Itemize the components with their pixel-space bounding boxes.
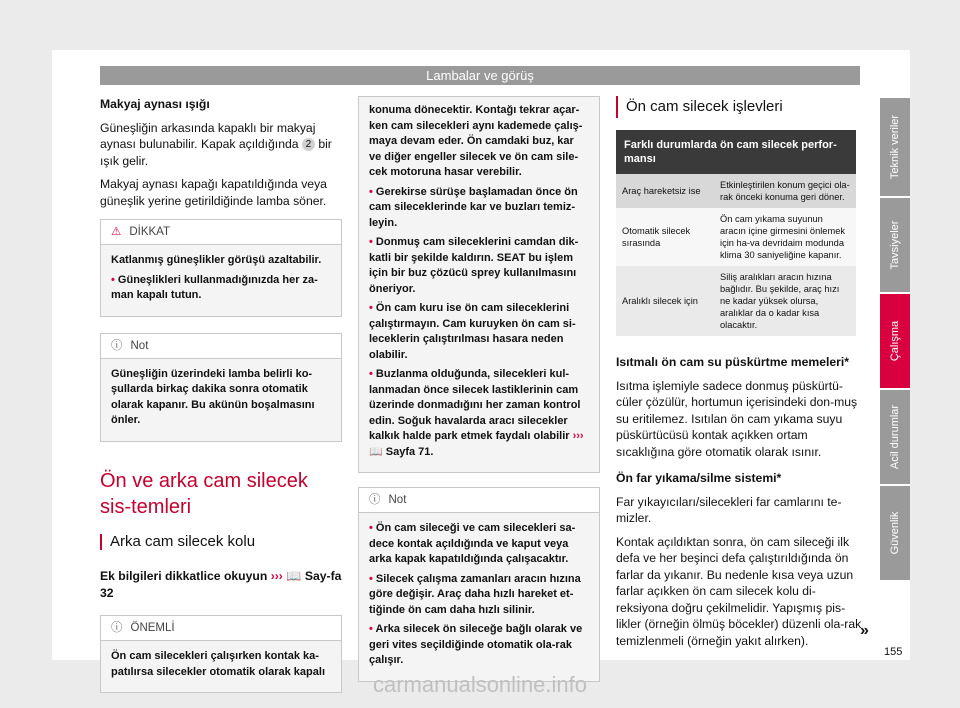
- callout-number: 2: [302, 138, 315, 151]
- column-middle: [358, 96, 600, 682]
- section-title: Ön ve arka cam silecek sis-temleri: [100, 469, 308, 518]
- important-box-continued: konuma dönecektir. Kontağı tekrar açar-ken cam silecekleri aynı kademede çalış-maya devam eder. Ön camdaki buz, kar ve diğer engeller silecek ve ön cam sile-cek motoruna hasar verebilir. • Gerekirse sürüşe başlamadan önce ön cam sileceklerinde kar ve buzları temiz-leyin. • Donmuş cam sileceklerini camdan dik-katli bir şekilde kaldırın. SEAT bu işlem için bir buz çözücü sprey kullanılmasını öneriyor. • Ön cam kuru ise ön cam sileceklerini çalıştırmayın. Cam kuruyken ön cam si-leceklerin çalıştırılması hasara neden olabilir. • Buzlanma olduğunda, silecekleri kul-lanmadan önce silecek lastiklerinin cam üzerinde donmadığını her zaman kontrol edin. Soğuk havalarda aracı silecekler kalkık halde park etmek faydalı olabilir ››› 📖 Sayfa 71.: [358, 96, 600, 473]
- warning-icon: ⚠: [111, 226, 122, 238]
- info-icon: ⓘ: [369, 494, 381, 506]
- tab-emergencies[interactable]: Acil durumlar: [880, 390, 910, 484]
- tab-safety[interactable]: Güvenlik: [880, 486, 910, 580]
- warning-box: [100, 219, 342, 317]
- table-cell: Ön cam yıkama suyunun aracın içine girmesini önlemek için ha-va devridaim modunda klima 30 saniyeliğine kapanır.: [714, 208, 856, 266]
- book-icon: ››› 📖: [270, 569, 302, 583]
- note-box: [100, 333, 342, 442]
- table-cell: Siliş aralıkları aracın hızına bağlıdır. Bu şekilde, araç hızı ne kadar yüksek olursa, aralıklar da o kadar kısa olacaktır.: [714, 266, 856, 336]
- headlight-washer-title: Ön far yıkama/silme sistemi*: [616, 471, 782, 485]
- table-cell: Araç hareketsiz ise: [616, 174, 714, 208]
- mirror-light-paragraph-1: Güneşliğin arkasında kapaklı bir makyaj aynası bulunabilir. Kapak açıldığında 2 bir ışık gelir.: [100, 120, 332, 168]
- mirror-light-title: Makyaj aynası ışığı: [100, 97, 210, 111]
- wiper-table: [616, 130, 856, 336]
- important-text: Ön cam silecekleri çalışırken kontak ka-patılırsa silecekler otomatik olarak kapalı: [111, 650, 325, 678]
- note-text: Güneşliğin üzerindeki lamba belirli ko-şullarda birkaç dakika sonra otomatik olarak kapanır. Bu akünün boşalmasını önler.: [111, 367, 315, 426]
- mirror-light-paragraph-2: Makyaj aynası kapağı kapatıldığında veya güneşlik yerine getirildiğinde lamba söner.: [100, 177, 327, 208]
- note-header: ⓘ Not: [101, 334, 341, 359]
- table-cell: Etkinleştirilen konum geçici ola-rak önceki konuma geri döner.: [714, 174, 856, 208]
- subsection-title: Arka cam silecek kolu: [110, 532, 256, 550]
- reference-line: Ek bilgileri dikkatlice okuyun ››› 📖 Say-fa 32: [100, 569, 342, 600]
- warning-bullet: • Güneşlikleri kullanmadığınızda her za-man kapalı tutun.: [111, 273, 318, 301]
- note-header: ⓘ Not: [359, 488, 599, 513]
- tab-operation[interactable]: Çalışma: [880, 294, 910, 388]
- continue-arrow-icon: »: [860, 622, 869, 639]
- page-header: Lambalar ve görüş: [100, 66, 860, 85]
- heated-jets-text: Isıtma işlemiyle sadece donmuş püskürtü-cüler çözülür, hortumun içerisindeki don-muş su eritilemez. Isıtılan ön cam yıkama suyu püskürtücüsü kontak açıkken ortam sıcaklığına göre otomatik olarak ısınır.: [616, 378, 858, 459]
- warning-header: ⚠ DİKKAT: [101, 220, 341, 245]
- tab-advice[interactable]: Tavsiyeler: [880, 198, 910, 292]
- column-right: [616, 96, 862, 656]
- column-left: [100, 96, 342, 693]
- table-cell: Aralıklı silecek için: [616, 266, 714, 336]
- important-header: ⓘ ÖNEMLİ: [101, 616, 341, 641]
- warning-text: Katlanmış güneşlikler görüşü azaltabilir.: [111, 254, 322, 266]
- heated-jets-title: Isıtmalı ön cam su püskürtme memeleri*: [616, 355, 850, 369]
- info-icon: ⓘ: [111, 339, 123, 352]
- important-icon: ⓘ: [111, 622, 123, 634]
- wiper-functions-title: Ön cam silecek işlevleri: [616, 96, 862, 118]
- watermark: carmanualsonline.info: [372, 672, 588, 697]
- note-box-2: ⓘ Not • Ön cam sileceği ve cam silecekleri sa-dece kontak açıldığında ve kaput veya arka kapak kapatıldığında çalışacaktır. • Silecek çalışma zamanları aracın hızına göre değişir. Araç daha hızlı hareket et-tiğinde ön cam daha hızlı silinir. • Arka silecek ön sileceğe bağlı olarak ve geri vites seçildiğinde otomatik ola-rak çalışır.: [358, 487, 600, 682]
- page-number: 155: [884, 646, 903, 658]
- table-header: Farklı durumlarda ön cam silecek perfor-mansı: [616, 130, 856, 174]
- headlight-washer-text-1: Far yıkayıcıları/silecekleri far camlarını te-mizler.: [616, 494, 842, 525]
- book-icon: ››› 📖: [369, 430, 584, 458]
- headlight-washer-text-2: Kontak açıldıktan sonra, ön cam sileceği ilk defa ve her beşinci defa çalıştırıldığında ön farlar da yıkanır. Bu nedenle kısa veya uzun farlar açıkken ön cam silecek kolu di-reksiyona doğru çekilmelidir. Yapışmış pis-likler (örneğin ölmüş böcekler) düzenli ola-rak temizlenmeli (örneğin yakıt alırken).: [616, 534, 862, 648]
- table-cell: Otomatik silecek sırasında: [616, 208, 714, 266]
- tab-technical-data[interactable]: Teknik veriler: [880, 98, 910, 196]
